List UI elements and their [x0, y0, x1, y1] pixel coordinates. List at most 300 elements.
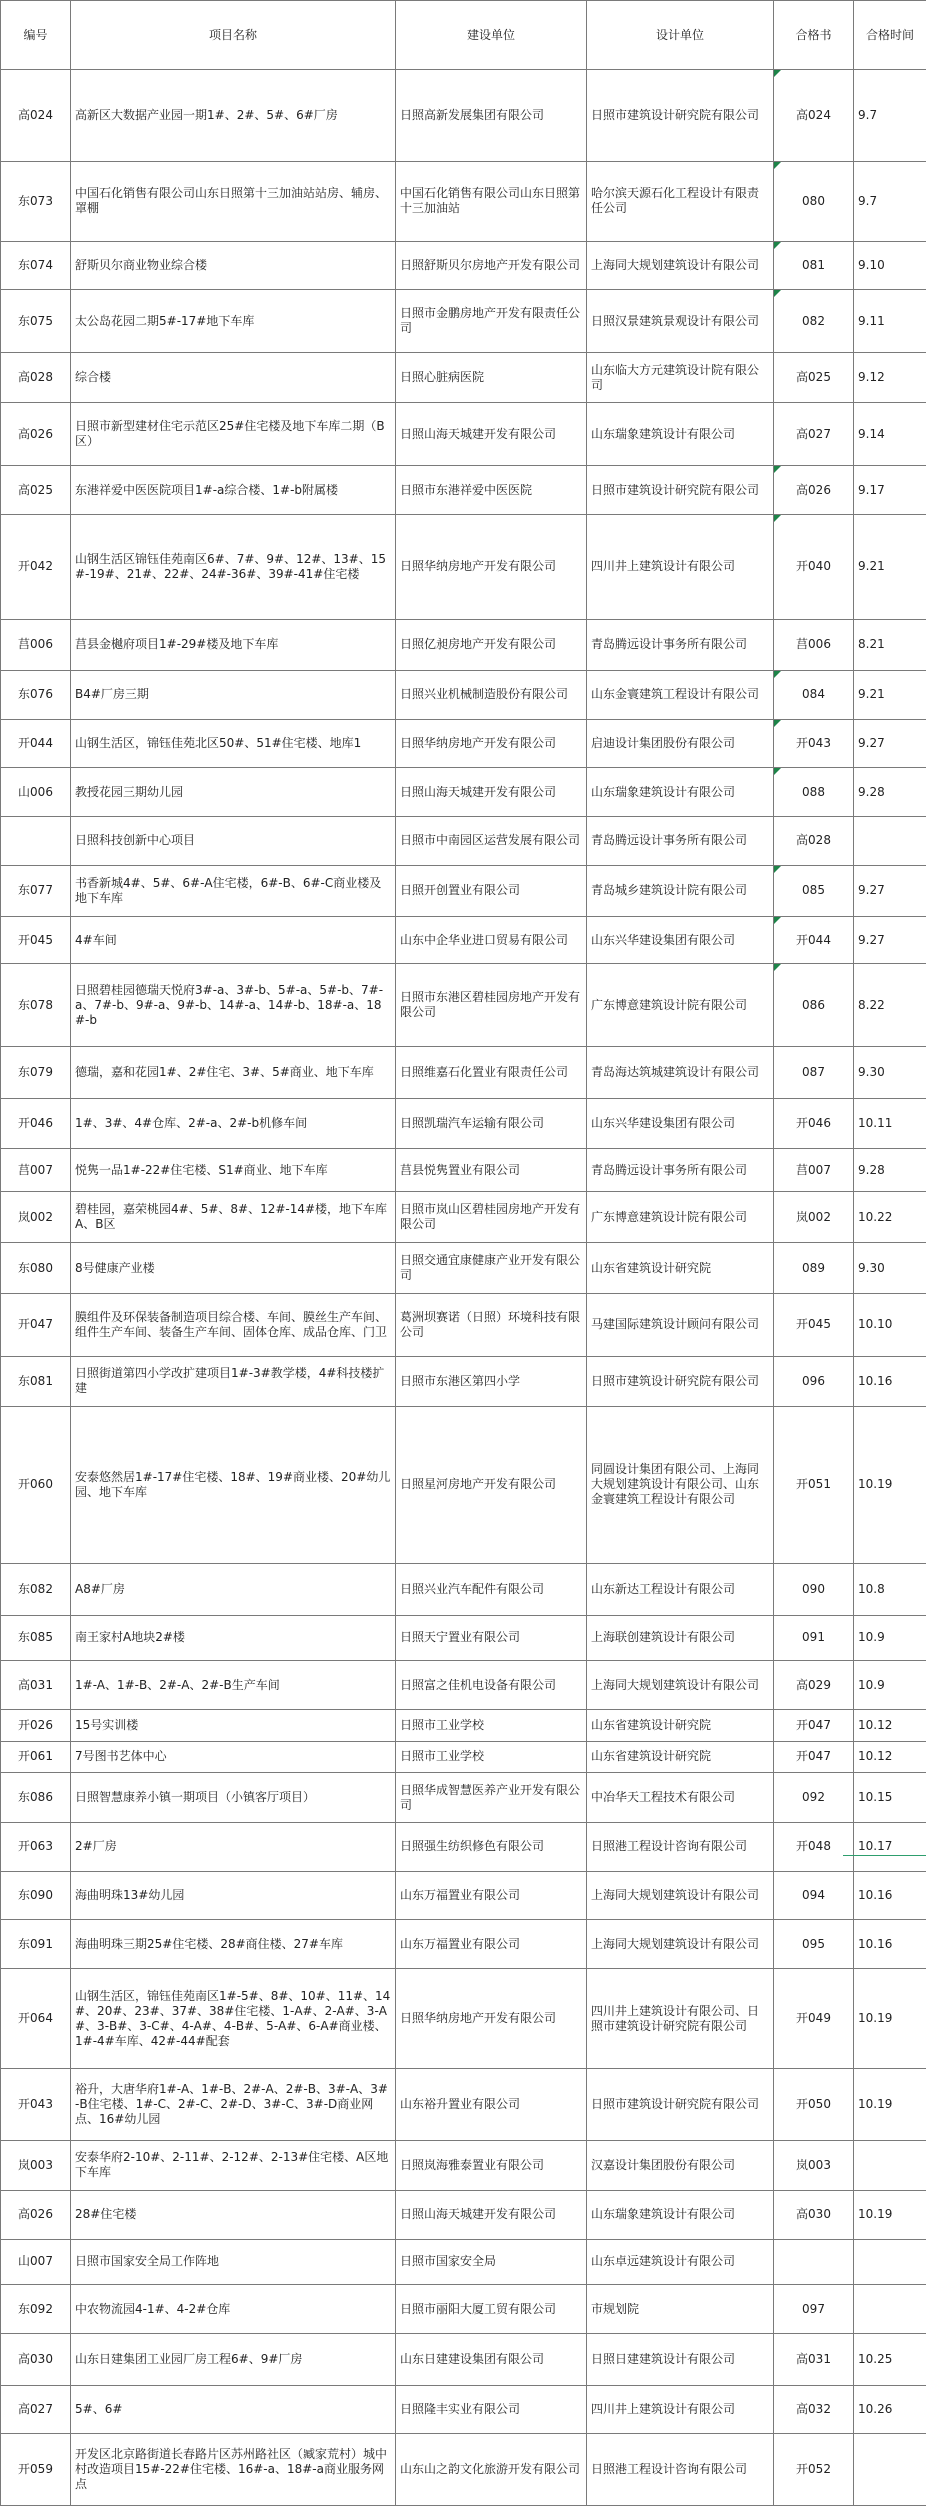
cell-project: 山钢生活区锦钰佳苑南区6#、7#、9#、12#、13#、15#-19#、21#、22#、24#-36#、39#-41#住宅楼	[71, 515, 396, 619]
cell-date: 9.12	[854, 353, 926, 403]
cell-code: 开043	[1, 2069, 71, 2141]
cell-builder: 日照华纳房地产开发有限公司	[396, 1969, 587, 2069]
cell-cert: 莒006	[774, 619, 854, 671]
cell-date: 9.10	[854, 241, 926, 290]
cell-project: 德瑞，嘉和花园1#、2#住宅、3#、5#商业、地下车库	[71, 1047, 396, 1099]
cell-cert: 高030	[774, 2190, 854, 2239]
cell-project: 15号实训楼	[71, 1710, 396, 1741]
cell-project: 书香新城4#、5#、6#-A住宅楼，6#-B、6#-C商业楼及地下车库	[71, 865, 396, 917]
cell-code: 开044	[1, 719, 71, 768]
cell-project: 裕升，大唐华府1#-A、1#-B、2#-A、2#-B、3#-A、3#-B住宅楼、1#-C、2#-C、2#-D、3#-C、3#-D商业网点、16#幼儿园	[71, 2069, 396, 2141]
cell-project: 南王家村A地块2#楼	[71, 1615, 396, 1661]
cell-builder: 日照市中南园区运营发展有限公司	[396, 817, 587, 866]
cell-code: 东091	[1, 1920, 71, 1969]
cell-designer: 山东卓远建筑设计有限公司	[587, 2239, 774, 2285]
cell-code: 东078	[1, 964, 71, 1047]
cell-designer: 山东省建筑设计研究院	[587, 1243, 774, 1293]
table-row	[1, 1920, 926, 1969]
cell-builder: 日照华纳房地产开发有限公司	[396, 515, 587, 619]
table-row	[1, 1661, 926, 1710]
cell-builder: 日照岚海雅泰置业有限公司	[396, 2140, 587, 2190]
cell-builder: 日照开创置业有限公司	[396, 865, 587, 917]
table-row	[1, 1823, 926, 1872]
cell-code: 东082	[1, 1564, 71, 1616]
table-row	[1, 1710, 926, 1741]
cell-date: 9.27	[854, 719, 926, 768]
table-row	[1, 671, 926, 720]
cell-code: 东085	[1, 1615, 71, 1661]
cell-date: 10.10	[854, 1293, 926, 1356]
cell-date: 10.9	[854, 1661, 926, 1710]
cell-designer: 山东兴华建设集团有限公司	[587, 917, 774, 964]
cell-date: 9.21	[854, 671, 926, 720]
table-row	[1, 2140, 926, 2190]
cell-code: 高024	[1, 70, 71, 162]
cell-designer: 同圆设计集团有限公司、上海同大规划建筑设计有限公司、山东金寰建筑工程设计有限公司	[587, 1406, 774, 1563]
cell-designer: 山东瑞象建筑设计有限公司	[587, 768, 774, 817]
cell-date: 9.21	[854, 515, 926, 619]
header-project: 项目名称	[71, 1, 396, 70]
cell-date: 9.28	[854, 768, 926, 817]
cell-designer: 广东博意建筑设计院有限公司	[587, 1191, 774, 1243]
cell-project: 日照智慧康养小镇一期项目（小镇客厅项目）	[71, 1773, 396, 1823]
cell-date: 10.19	[854, 2069, 926, 2141]
cell-cert: 开046	[774, 1098, 854, 1148]
table-row	[1, 1406, 926, 1563]
table-row	[1, 1564, 926, 1616]
table-row	[1, 403, 926, 466]
header-row	[1, 1, 926, 70]
cell-builder: 莒县悦隽置业有限公司	[396, 1149, 587, 1192]
cell-code: 高028	[1, 353, 71, 403]
cell-designer: 山东金寰建筑工程设计有限公司	[587, 671, 774, 720]
cell-designer: 青岛海达筑城建筑设计有限公司	[587, 1047, 774, 1099]
cell-cert: 开047	[774, 1741, 854, 1772]
cell-date: 9.14	[854, 403, 926, 466]
cell-designer: 上海同大规划建筑设计有限公司	[587, 1920, 774, 1969]
cell-date: 10.16	[854, 1920, 926, 1969]
cell-cert: 开044	[774, 917, 854, 964]
cell-date: 10.16	[854, 1871, 926, 1920]
table-row	[1, 1098, 926, 1148]
table-row	[1, 1356, 926, 1406]
cell-builder: 葛洲坝赛诺（日照）环境科技有限公司	[396, 1293, 587, 1356]
cell-cert: 088	[774, 768, 854, 817]
cell-builder: 日照隆丰实业有限公司	[396, 2385, 587, 2434]
cell-project: 开发区北京路街道长春路片区苏州路社区（臧家荒村）城中村改造项目15#-22#住宅楼、16#-a、18#-a商业服务网点	[71, 2434, 396, 2506]
cell-date: 9.7	[854, 70, 926, 162]
table-row	[1, 917, 926, 964]
table-row	[1, 1047, 926, 1099]
cell-cert: 开049	[774, 1969, 854, 2069]
table-row	[1, 817, 926, 866]
cell-designer: 汉嘉设计集团股份有限公司	[587, 2140, 774, 2190]
cell-date: 10.26	[854, 2385, 926, 2434]
cell-cert: 091	[774, 1615, 854, 1661]
cell-builder: 日照富之佳机电设备有限公司	[396, 1661, 587, 1710]
cell-code: 高026	[1, 2190, 71, 2239]
cell-cert: 开052	[774, 2434, 854, 2506]
cell-builder: 日照天宁置业有限公司	[396, 1615, 587, 1661]
cell-project: 高新区大数据产业园一期1#、2#、5#、6#厂房	[71, 70, 396, 162]
cell-builder: 日照市工业学校	[396, 1741, 587, 1772]
header-code: 编号	[1, 1, 71, 70]
cell-project: 舒斯贝尔商业物业综合楼	[71, 241, 396, 290]
cell-designer: 日照市建筑设计研究院有限公司	[587, 2069, 774, 2141]
cell-cert: 080	[774, 161, 854, 241]
cell-cert: 开043	[774, 719, 854, 768]
table-row	[1, 1871, 926, 1920]
cell-code: 开046	[1, 1098, 71, 1148]
cell-code: 东092	[1, 2285, 71, 2334]
cell-project: 山东日建集团工业园厂房工程6#、9#厂房	[71, 2334, 396, 2386]
table-row	[1, 865, 926, 917]
cell-builder: 山东日建建设集团有限公司	[396, 2334, 587, 2386]
cell-date: 10.11	[854, 1098, 926, 1148]
cell-code: 东081	[1, 1356, 71, 1406]
cell-builder: 日照华成智慧医养产业开发有限公司	[396, 1773, 587, 1823]
cell-date: 10.19	[854, 1406, 926, 1563]
cell-date: 9.28	[854, 1149, 926, 1192]
cell-code: 东073	[1, 161, 71, 241]
cell-cert	[774, 2239, 854, 2285]
cell-code: 开061	[1, 1741, 71, 1772]
cell-project: 1#-A、1#-B、2#-A、2#-B生产车间	[71, 1661, 396, 1710]
cell-designer: 日照港工程设计咨询有限公司	[587, 2434, 774, 2506]
cell-designer: 日照市建筑设计研究院有限公司	[587, 70, 774, 162]
cell-project: 教授花园三期幼儿园	[71, 768, 396, 817]
cell-code: 东079	[1, 1047, 71, 1099]
cell-date	[854, 817, 926, 866]
cell-cert: 084	[774, 671, 854, 720]
cell-builder: 日照兴业汽车配件有限公司	[396, 1564, 587, 1616]
table-row	[1, 1293, 926, 1356]
table-row	[1, 1773, 926, 1823]
table-row	[1, 2069, 926, 2141]
cell-designer: 中冶华天工程技术有限公司	[587, 1773, 774, 1823]
cell-designer: 山东省建筑设计研究院	[587, 1741, 774, 1772]
cell-code: 山006	[1, 768, 71, 817]
cell-builder: 日照市金鹏房地产开发有限责任公司	[396, 290, 587, 353]
table-row	[1, 2385, 926, 2434]
table-row	[1, 70, 926, 162]
cell-builder: 日照山海天城建开发有限公司	[396, 2190, 587, 2239]
table-row	[1, 1741, 926, 1772]
table-row	[1, 2434, 926, 2506]
cell-designer: 哈尔滨天源石化工程设计有限责任公司	[587, 161, 774, 241]
cell-builder: 山东山之韵文化旅游开发有限公司	[396, 2434, 587, 2506]
cell-designer: 广东博意建筑设计院有限公司	[587, 964, 774, 1047]
table-row	[1, 161, 926, 241]
cell-project: 日照科技创新中心项目	[71, 817, 396, 866]
cell-builder: 山东中企华业进口贸易有限公司	[396, 917, 587, 964]
table-row	[1, 353, 926, 403]
cell-code: 高027	[1, 2385, 71, 2434]
cell-cert: 090	[774, 1564, 854, 1616]
cell-designer: 山东瑞象建筑设计有限公司	[587, 2190, 774, 2239]
cell-cert: 086	[774, 964, 854, 1047]
header-date: 合格时间	[854, 1, 926, 70]
cell-cert: 高031	[774, 2334, 854, 2386]
cell-cert: 094	[774, 1871, 854, 1920]
cell-code: 开064	[1, 1969, 71, 2069]
cell-date: 9.27	[854, 865, 926, 917]
cell-date: 10.15	[854, 1773, 926, 1823]
cell-code: 开060	[1, 1406, 71, 1563]
cell-code: 开045	[1, 917, 71, 964]
cell-code: 岚003	[1, 2140, 71, 2190]
cell-designer: 日照日建建筑设计有限公司	[587, 2334, 774, 2386]
cell-cert: 开050	[774, 2069, 854, 2141]
cell-cert: 岚003	[774, 2140, 854, 2190]
cell-cert: 092	[774, 1773, 854, 1823]
cell-builder: 日照市东港祥爱中医医院	[396, 466, 587, 515]
cell-project: 碧桂园，嘉荣桃园4#、5#、8#、12#-14#楼，地下车库A、B区	[71, 1191, 396, 1243]
cell-code: 东075	[1, 290, 71, 353]
cell-project: 海曲明珠三期25#住宅楼、28#商住楼、27#车库	[71, 1920, 396, 1969]
cell-project: 安泰悠然居1#-17#住宅楼、18#、19#商业楼、20#幼儿园、地下车库	[71, 1406, 396, 1563]
cell-cert: 开048	[774, 1823, 854, 1872]
cell-designer: 日照市建筑设计研究院有限公司	[587, 466, 774, 515]
cell-builder: 日照山海天城建开发有限公司	[396, 768, 587, 817]
cell-date: 9.17	[854, 466, 926, 515]
cell-designer: 山东省建筑设计研究院	[587, 1710, 774, 1741]
cell-date: 10.16	[854, 1356, 926, 1406]
cell-cert: 开047	[774, 1710, 854, 1741]
header-builder: 建设单位	[396, 1, 587, 70]
table-row	[1, 2239, 926, 2285]
cell-code: 东090	[1, 1871, 71, 1920]
cell-designer: 日照汉景建筑景观设计有限公司	[587, 290, 774, 353]
cell-designer: 山东新达工程设计有限公司	[587, 1564, 774, 1616]
cell-date: 9.7	[854, 161, 926, 241]
table-row	[1, 964, 926, 1047]
cell-designer: 山东临大方元建筑设计院有限公司	[587, 353, 774, 403]
header-cert: 合格书	[774, 1, 854, 70]
cell-date: 10.9	[854, 1615, 926, 1661]
cell-cert: 开040	[774, 515, 854, 619]
cell-builder: 中国石化销售有限公司山东日照第十三加油站	[396, 161, 587, 241]
cell-builder: 日照维嘉石化置业有限责任公司	[396, 1047, 587, 1099]
table-row	[1, 2190, 926, 2239]
cell-project: 综合楼	[71, 353, 396, 403]
cell-code: 莒006	[1, 619, 71, 671]
cell-project: 2#厂房	[71, 1823, 396, 1872]
cell-builder: 日照市国家安全局	[396, 2239, 587, 2285]
cell-project: 东港祥爱中医医院项目1#-a综合楼、1#-b附属楼	[71, 466, 396, 515]
cell-project: 山钢生活区，锦钰佳苑南区1#-5#、8#、10#、11#、14#、20#、23#、37#、38#住宅楼、1-A#、2-A#、3-A#、3-B#、3-C#、4-A#、4-B#、5-A#、6-A#商业楼、1#-4#车库、42#-44#配套	[71, 1969, 396, 2069]
cell-cert: 095	[774, 1920, 854, 1969]
cell-date: 10.12	[854, 1741, 926, 1772]
table-row	[1, 515, 926, 619]
cell-project: 莒县金樾府项目1#-29#楼及地下车库	[71, 619, 396, 671]
cell-date	[854, 2140, 926, 2190]
cell-code: 莒007	[1, 1149, 71, 1192]
cell-cert: 096	[774, 1356, 854, 1406]
cell-project: 海曲明珠13#幼儿园	[71, 1871, 396, 1920]
table-row	[1, 2334, 926, 2386]
cell-code: 高025	[1, 466, 71, 515]
cell-date	[854, 2285, 926, 2334]
cell-designer: 上海同大规划建筑设计有限公司	[587, 241, 774, 290]
cell-project: 安泰华府2-10#、2-11#、2-12#、2-13#住宅楼、A区地下车库	[71, 2140, 396, 2190]
cell-designer: 四川井上建筑设计有限公司	[587, 515, 774, 619]
cell-builder: 日照强生纺织修色有限公司	[396, 1823, 587, 1872]
cell-date: 9.11	[854, 290, 926, 353]
cell-cert: 高026	[774, 466, 854, 515]
table-row	[1, 768, 926, 817]
table-row	[1, 1969, 926, 2069]
cell-cert: 高029	[774, 1661, 854, 1710]
cell-builder: 日照亿昶房地产开发有限公司	[396, 619, 587, 671]
cell-project: 1#、3#、4#仓库、2#-a、2#-b机修车间	[71, 1098, 396, 1148]
cell-date: 9.30	[854, 1243, 926, 1293]
cell-builder: 日照市东港区第四小学	[396, 1356, 587, 1406]
cell-builder: 日照市工业学校	[396, 1710, 587, 1741]
cell-project: 悦隽一品1#-22#住宅楼、S1#商业、地下车库	[71, 1149, 396, 1192]
cell-builder: 日照交通宜康健康产业开发有限公司	[396, 1243, 587, 1293]
cell-date: 9.30	[854, 1047, 926, 1099]
header-designer: 设计单位	[587, 1, 774, 70]
cell-builder: 日照心脏病医院	[396, 353, 587, 403]
cell-cert: 高028	[774, 817, 854, 866]
cell-cert: 082	[774, 290, 854, 353]
cell-project: 28#住宅楼	[71, 2190, 396, 2239]
cell-designer: 日照港工程设计咨询有限公司	[587, 1823, 774, 1872]
cell-project: 7号图书艺体中心	[71, 1741, 396, 1772]
table-row	[1, 719, 926, 768]
cell-project: 膜组件及环保装备制造项目综合楼、车间、膜丝生产车间、组件生产车间、装备生产车间、固体仓库、成品仓库、门卫	[71, 1293, 396, 1356]
cell-date	[854, 2434, 926, 2506]
cell-builder: 日照山海天城建开发有限公司	[396, 403, 587, 466]
cell-project: 5#、6#	[71, 2385, 396, 2434]
cell-designer: 上海同大规划建筑设计有限公司	[587, 1661, 774, 1710]
cell-project: 太公岛花园二期5#-17#地下车库	[71, 290, 396, 353]
cell-builder: 日照市东港区碧桂园房地产开发有限公司	[396, 964, 587, 1047]
cell-date: 10.8	[854, 1564, 926, 1616]
cell-designer: 上海同大规划建筑设计有限公司	[587, 1871, 774, 1920]
cell-date	[854, 2239, 926, 2285]
cell-cert: 087	[774, 1047, 854, 1099]
cell-code: 开026	[1, 1710, 71, 1741]
cell-cert: 高032	[774, 2385, 854, 2434]
cell-designer: 山东兴华建设集团有限公司	[587, 1098, 774, 1148]
cell-code: 东074	[1, 241, 71, 290]
cell-builder: 日照市岚山区碧桂园房地产开发有限公司	[396, 1191, 587, 1243]
table-row	[1, 2285, 926, 2334]
cell-cert: 莒007	[774, 1149, 854, 1192]
cell-builder: 日照兴业机械制造股份有限公司	[396, 671, 587, 720]
cell-project: 8号健康产业楼	[71, 1243, 396, 1293]
cell-cert: 089	[774, 1243, 854, 1293]
cell-builder: 山东万福置业有限公司	[396, 1920, 587, 1969]
cell-code: 东077	[1, 865, 71, 917]
cell-code: 开059	[1, 2434, 71, 2506]
cell-code: 东086	[1, 1773, 71, 1823]
cell-builder: 日照华纳房地产开发有限公司	[396, 719, 587, 768]
cell-code: 高030	[1, 2334, 71, 2386]
cell-date: 10.22	[854, 1191, 926, 1243]
cell-date: 10.19	[854, 1969, 926, 2069]
cell-code: 开047	[1, 1293, 71, 1356]
table-row	[1, 1615, 926, 1661]
cell-designer: 日照市建筑设计研究院有限公司	[587, 1356, 774, 1406]
cell-cert: 开045	[774, 1293, 854, 1356]
cell-cert: 高024	[774, 70, 854, 162]
cell-cert: 高027	[774, 403, 854, 466]
cell-project: 4#车间	[71, 917, 396, 964]
cell-designer: 青岛腾远设计事务所有限公司	[587, 619, 774, 671]
cell-date: 10.19	[854, 2190, 926, 2239]
cell-date: 10.25	[854, 2334, 926, 2386]
cell-designer: 青岛腾远设计事务所有限公司	[587, 1149, 774, 1192]
cell-designer: 市规划院	[587, 2285, 774, 2334]
cell-code: 山007	[1, 2239, 71, 2285]
cell-code: 开063	[1, 1823, 71, 1872]
cell-cert: 开051	[774, 1406, 854, 1563]
cell-designer: 上海联创建筑设计有限公司	[587, 1615, 774, 1661]
cell-builder: 日照舒斯贝尔房地产开发有限公司	[396, 241, 587, 290]
cell-project: 日照碧桂园德瑞天悦府3#-a、3#-b、5#-a、5#-b、7#-a、7#-b、9#-a、9#-b、14#-a、14#-b、18#-a、18#-b	[71, 964, 396, 1047]
cell-project: A8#厂房	[71, 1564, 396, 1616]
cell-builder: 日照高新发展集团有限公司	[396, 70, 587, 162]
cell-designer: 青岛腾远设计事务所有限公司	[587, 817, 774, 866]
cell-builder: 山东裕升置业有限公司	[396, 2069, 587, 2141]
cell-builder: 日照市丽阳大厦工贸有限公司	[396, 2285, 587, 2334]
table-row	[1, 241, 926, 290]
table-row	[1, 1243, 926, 1293]
cell-project: 中农物流园4-1#、4-2#仓库	[71, 2285, 396, 2334]
cell-cert: 高025	[774, 353, 854, 403]
cell-code: 东080	[1, 1243, 71, 1293]
cell-cert: 081	[774, 241, 854, 290]
cell-date: 10.12	[854, 1710, 926, 1741]
cell-code: 高026	[1, 403, 71, 466]
cell-cert: 岚002	[774, 1191, 854, 1243]
cell-date: 8.21	[854, 619, 926, 671]
cell-designer: 山东瑞象建筑设计有限公司	[587, 403, 774, 466]
cell-date: 10.17	[854, 1823, 926, 1872]
cell-cert: 097	[774, 2285, 854, 2334]
cell-code: 岚002	[1, 1191, 71, 1243]
cell-code: 东076	[1, 671, 71, 720]
cell-code: 高031	[1, 1661, 71, 1710]
cell-project: 日照市国家安全局工作阵地	[71, 2239, 396, 2285]
table-row	[1, 466, 926, 515]
cell-builder: 日照星河房地产开发有限公司	[396, 1406, 587, 1563]
cell-project: 日照街道第四小学改扩建项目1#-3#教学楼，4#科技楼扩建	[71, 1356, 396, 1406]
cell-designer: 青岛城乡建筑设计院有限公司	[587, 865, 774, 917]
cell-project: 日照市新型建材住宅示范区25#住宅楼及地下车库二期（B区）	[71, 403, 396, 466]
cell-code	[1, 817, 71, 866]
cell-designer: 四川井上建筑设计有限公司、日照市建筑设计研究院有限公司	[587, 1969, 774, 2069]
cell-designer: 启迪设计集团股份有限公司	[587, 719, 774, 768]
cell-designer: 马建国际建筑设计顾问有限公司	[587, 1293, 774, 1356]
cell-designer: 四川井上建筑设计有限公司	[587, 2385, 774, 2434]
cell-code: 开042	[1, 515, 71, 619]
cell-project: B4#厂房三期	[71, 671, 396, 720]
cell-builder: 日照凯瑞汽车运输有限公司	[396, 1098, 587, 1148]
table-row	[1, 619, 926, 671]
cell-project: 中国石化销售有限公司山东日照第十三加油站站房、辅房、罩棚	[71, 161, 396, 241]
table-row	[1, 290, 926, 353]
cell-cert: 085	[774, 865, 854, 917]
cell-date: 9.27	[854, 917, 926, 964]
table-row	[1, 1191, 926, 1243]
cell-builder: 山东万福置业有限公司	[396, 1871, 587, 1920]
cell-project: 山钢生活区，锦钰佳苑北区50#、51#住宅楼、地库1	[71, 719, 396, 768]
cell-date: 8.22	[854, 964, 926, 1047]
